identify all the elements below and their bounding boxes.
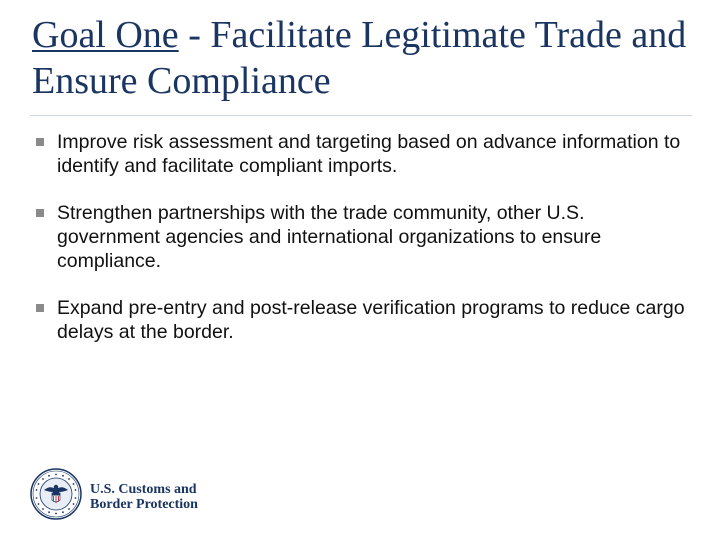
title-rest: - Facilitate Legitimate Trade and Ensure Compliance [32,14,687,102]
title-emphasis: Goal One [32,14,179,56]
bullet-item [36,130,686,178]
slide-title [32,12,692,104]
bullet-text: Improve risk assessment and targeting based on advance information to identify and facilitate compliant imports. [57,131,681,177]
square-bullet-icon [36,209,44,217]
bullet-text: Strengthen partnerships with the trade community, other U.S. government agencies and international organizations to ensure compliance. [57,202,602,272]
bullet-item [36,201,686,273]
dhs-seal-icon [30,468,82,520]
bullet-list [36,130,686,367]
title-divider [30,115,692,116]
square-bullet-icon [36,304,44,312]
agency-logo [30,468,230,522]
agency-name-line2: Border Protection [90,497,198,512]
bullet-text: Expand pre-entry and post-release verification programs to reduce cargo delays at the border. [57,297,685,343]
agency-name [90,482,198,512]
agency-name-line1: U.S. Customs and [90,482,197,497]
bullet-item [36,296,686,344]
square-bullet-icon [36,138,44,146]
